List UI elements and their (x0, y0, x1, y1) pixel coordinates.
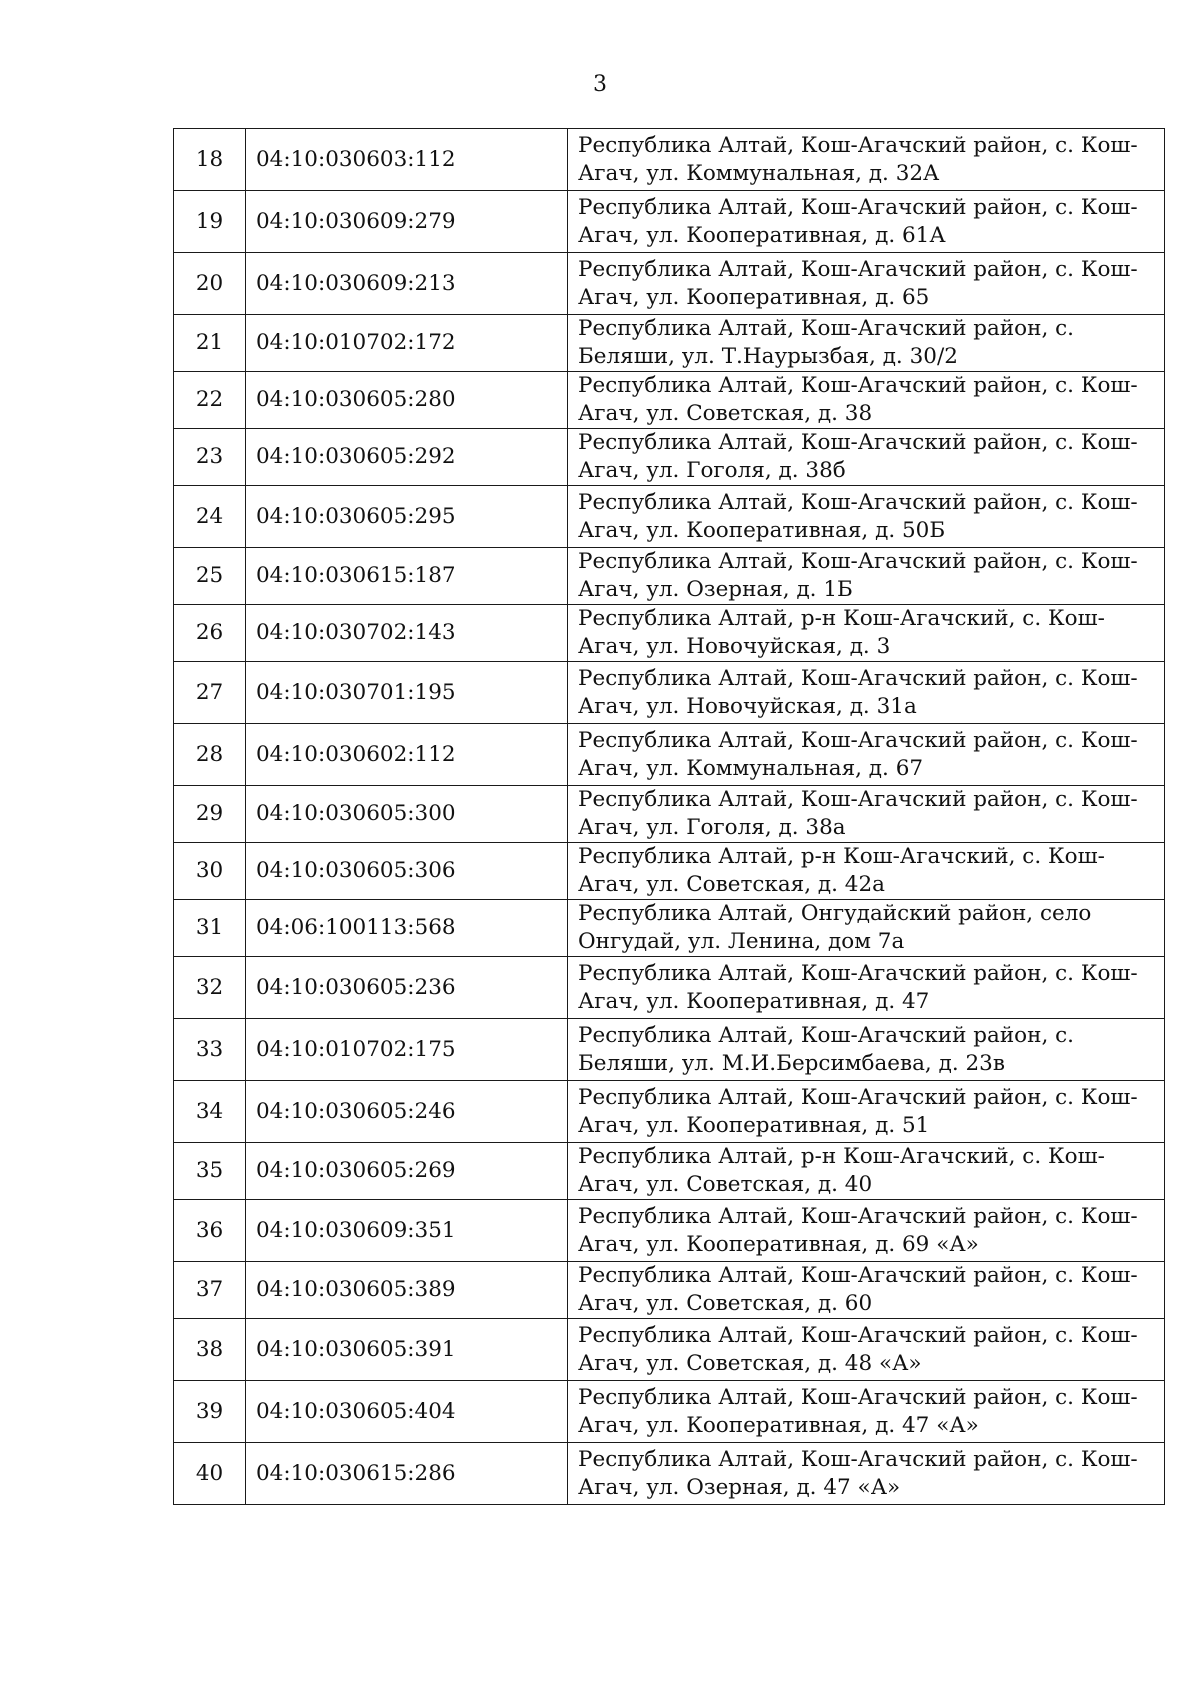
cadastral-number: 04:10:030609:213 (246, 253, 568, 315)
property-table (173, 128, 1165, 1505)
table-row (174, 486, 1165, 548)
cadastral-number: 04:10:030605:280 (246, 372, 568, 429)
cadastral-number: 04:10:030605:391 (246, 1319, 568, 1381)
address: Республика Алтай, р-н Кош-Агачский, с. Кош-Агач, ул. Советская, д. 42а (568, 843, 1165, 900)
address: Республика Алтай, Кош-Агачский район, с. Кош-Агач, ул. Советская, д. 60 (568, 1262, 1165, 1319)
cadastral-number: 04:10:030605:292 (246, 429, 568, 486)
table-row (174, 1262, 1165, 1319)
row-number: 27 (174, 662, 246, 724)
cadastral-number: 04:10:030702:143 (246, 605, 568, 662)
table-body (174, 129, 1165, 1505)
row-number: 25 (174, 548, 246, 605)
address: Республика Алтай, Кош-Агачский район, с. Кош-Агач, ул. Кооперативная, д. 61А (568, 191, 1165, 253)
cadastral-number: 04:10:010702:175 (246, 1019, 568, 1081)
row-number: 23 (174, 429, 246, 486)
table-row (174, 372, 1165, 429)
row-number: 32 (174, 957, 246, 1019)
address: Республика Алтай, Кош-Агачский район, с. Кош-Агач, ул. Кооперативная, д. 51 (568, 1081, 1165, 1143)
cadastral-number: 04:10:030605:246 (246, 1081, 568, 1143)
cadastral-number: 04:10:030615:187 (246, 548, 568, 605)
cadastral-number: 04:10:030605:404 (246, 1381, 568, 1443)
cadastral-number: 04:10:030701:195 (246, 662, 568, 724)
address: Республика Алтай, р-н Кош-Агачский, с. Кош-Агач, ул. Советская, д. 40 (568, 1143, 1165, 1200)
address: Республика Алтай, Кош-Агачский район, с. Кош-Агач, ул. Озерная, д. 1Б (568, 548, 1165, 605)
table-row (174, 1381, 1165, 1443)
table-row (174, 429, 1165, 486)
table-row (174, 1319, 1165, 1381)
table-row (174, 957, 1165, 1019)
address: Республика Алтай, Кош-Агачский район, с. Кош-Агач, ул. Кооперативная, д. 47 (568, 957, 1165, 1019)
address: Республика Алтай, Кош-Агачский район, с. Кош-Агач, ул. Новочуйская, д. 31а (568, 662, 1165, 724)
cadastral-number: 04:10:030605:300 (246, 786, 568, 843)
table-row (174, 1143, 1165, 1200)
cadastral-number: 04:10:030602:112 (246, 724, 568, 786)
address: Республика Алтай, Кош-Агачский район, с. Кош-Агач, ул. Кооперативная, д. 47 «А» (568, 1381, 1165, 1443)
row-number: 26 (174, 605, 246, 662)
cadastral-number: 04:10:030605:306 (246, 843, 568, 900)
table-row (174, 605, 1165, 662)
row-number: 38 (174, 1319, 246, 1381)
table-row (174, 129, 1165, 191)
address: Республика Алтай, Кош-Агачский район, с. Кош-Агач, ул. Советская, д. 48 «А» (568, 1319, 1165, 1381)
row-number: 21 (174, 315, 246, 372)
cadastral-number: 04:10:030605:295 (246, 486, 568, 548)
cadastral-number: 04:10:030603:112 (246, 129, 568, 191)
table-row (174, 253, 1165, 315)
row-number: 36 (174, 1200, 246, 1262)
address: Республика Алтай, Онгудайский район, село Онгудай, ул. Ленина, дом 7а (568, 900, 1165, 957)
table-row (174, 1200, 1165, 1262)
table-row (174, 191, 1165, 253)
row-number: 18 (174, 129, 246, 191)
table-row (174, 843, 1165, 900)
table-row (174, 662, 1165, 724)
table-row (174, 1019, 1165, 1081)
row-number: 33 (174, 1019, 246, 1081)
table-row (174, 724, 1165, 786)
row-number: 35 (174, 1143, 246, 1200)
row-number: 39 (174, 1381, 246, 1443)
address: Республика Алтай, р-н Кош-Агачский, с. Кош-Агач, ул. Новочуйская, д. 3 (568, 605, 1165, 662)
row-number: 22 (174, 372, 246, 429)
cadastral-number: 04:10:030605:269 (246, 1143, 568, 1200)
table-row (174, 1443, 1165, 1505)
row-number: 19 (174, 191, 246, 253)
cadastral-number: 04:10:030605:236 (246, 957, 568, 1019)
row-number: 29 (174, 786, 246, 843)
cadastral-number: 04:10:030609:351 (246, 1200, 568, 1262)
row-number: 34 (174, 1081, 246, 1143)
address: Республика Алтай, Кош-Агачский район, с. Кош-Агач, ул. Кооперативная, д. 65 (568, 253, 1165, 315)
address: Республика Алтай, Кош-Агачский район, с. Кош-Агач, ул. Советская, д. 38 (568, 372, 1165, 429)
table-row (174, 548, 1165, 605)
table-row (174, 1081, 1165, 1143)
cadastral-number: 04:10:030609:279 (246, 191, 568, 253)
page-number: 3 (593, 72, 607, 97)
table-row (174, 315, 1165, 372)
row-number: 40 (174, 1443, 246, 1505)
address: Республика Алтай, Кош-Агачский район, с. Беляши, ул. Т.Наурызбая, д. 30/2 (568, 315, 1165, 372)
address: Республика Алтай, Кош-Агачский район, с. Кош-Агач, ул. Коммунальная, д. 32А (568, 129, 1165, 191)
row-number: 37 (174, 1262, 246, 1319)
address: Республика Алтай, Кош-Агачский район, с. Кош-Агач, ул. Кооперативная, д. 50Б (568, 486, 1165, 548)
address: Республика Алтай, Кош-Агачский район, с. Кош-Агач, ул. Гоголя, д. 38б (568, 429, 1165, 486)
cadastral-number: 04:10:030615:286 (246, 1443, 568, 1505)
address: Республика Алтай, Кош-Агачский район, с. Кош-Агач, ул. Коммунальная, д. 67 (568, 724, 1165, 786)
row-number: 28 (174, 724, 246, 786)
row-number: 31 (174, 900, 246, 957)
row-number: 24 (174, 486, 246, 548)
cadastral-number: 04:10:030605:389 (246, 1262, 568, 1319)
address: Республика Алтай, Кош-Агачский район, с. Кош-Агач, ул. Кооперативная, д. 69 «А» (568, 1200, 1165, 1262)
address: Республика Алтай, Кош-Агачский район, с. Кош-Агач, ул. Гоголя, д. 38а (568, 786, 1165, 843)
table-row (174, 900, 1165, 957)
address: Республика Алтай, Кош-Агачский район, с. Беляши, ул. М.И.Берсимбаева, д. 23в (568, 1019, 1165, 1081)
address: Республика Алтай, Кош-Агачский район, с. Кош-Агач, ул. Озерная, д. 47 «А» (568, 1443, 1165, 1505)
cadastral-number: 04:10:010702:172 (246, 315, 568, 372)
row-number: 20 (174, 253, 246, 315)
cadastral-number: 04:06:100113:568 (246, 900, 568, 957)
row-number: 30 (174, 843, 246, 900)
table-row (174, 786, 1165, 843)
